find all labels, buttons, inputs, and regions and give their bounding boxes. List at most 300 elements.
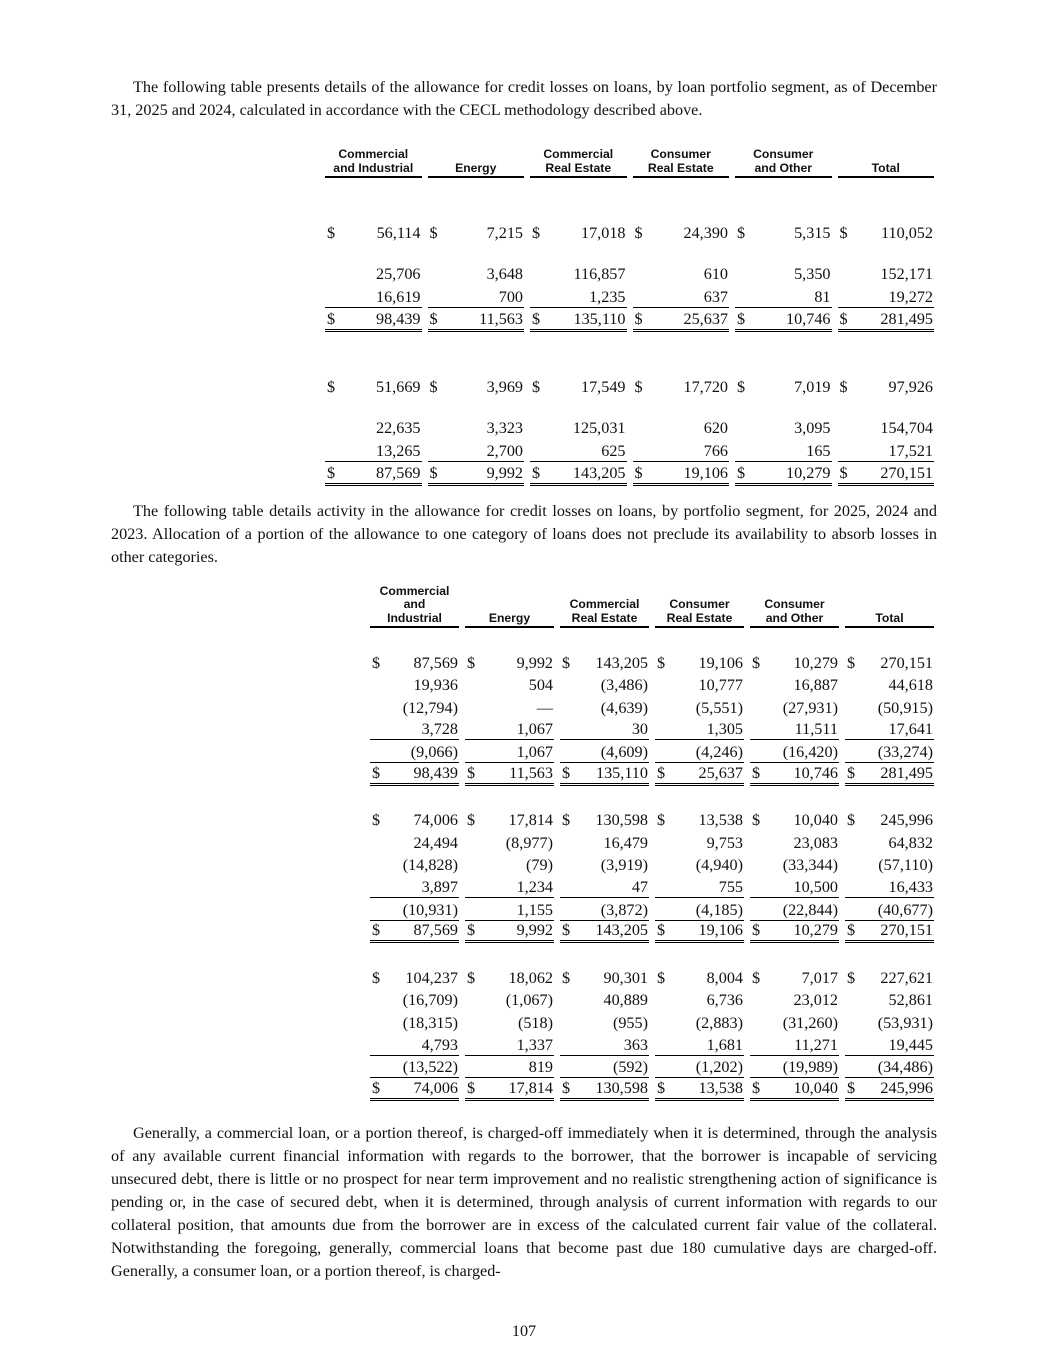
value-wrap [655, 676, 744, 695]
value-wrap [530, 464, 627, 486]
value-cell [527, 308, 630, 332]
value-cell [732, 462, 835, 486]
value-cell [425, 462, 528, 486]
value-wrap [370, 969, 459, 988]
currency-symbol: $ [847, 921, 856, 940]
value-wrap [655, 901, 744, 921]
table-row [111, 718, 937, 741]
row-label [111, 988, 367, 1011]
value-cell [747, 965, 842, 988]
value-wrap [735, 288, 832, 308]
value-cell [527, 438, 630, 462]
currency-symbol [847, 743, 855, 762]
value-cell [367, 1010, 462, 1033]
row-label [111, 763, 367, 786]
value-cell [367, 1033, 462, 1056]
value-cell [652, 875, 747, 898]
row-label [111, 1078, 367, 1101]
amount: (19,989) [782, 1058, 838, 1077]
amount: 87,569 [413, 653, 458, 672]
value-wrap [370, 654, 459, 673]
value-cell [652, 650, 747, 673]
amount: 98,439 [375, 310, 421, 328]
value-wrap [633, 288, 730, 308]
amount: 152,171 [880, 265, 933, 283]
amount: 90,301 [603, 968, 648, 987]
amount: 5,315 [794, 224, 831, 242]
currency-symbol [430, 442, 438, 461]
amount: 47 [631, 877, 648, 896]
column-header-label: Energy [428, 162, 525, 179]
value-cell [425, 202, 528, 243]
empty-cell [630, 332, 733, 356]
currency-symbol [657, 878, 665, 897]
table-row [111, 1078, 937, 1101]
currency-symbol [657, 856, 665, 875]
page-number: 107 [511, 1322, 537, 1340]
value-cell [652, 808, 747, 831]
table-row [111, 284, 937, 308]
value-cell [732, 243, 835, 284]
amount: (9,066) [410, 742, 458, 761]
value-cell [557, 718, 652, 741]
value-wrap [325, 419, 422, 438]
amount: (16,709) [402, 991, 458, 1010]
amount: 19,106 [698, 653, 743, 672]
currency-symbol: $ [839, 378, 848, 396]
value-wrap [655, 969, 744, 988]
currency-symbol [562, 991, 570, 1010]
value-wrap [370, 1058, 459, 1078]
currency-symbol [657, 743, 665, 762]
value-cell [842, 1056, 937, 1079]
currency-symbol [562, 676, 570, 695]
value-cell [747, 740, 842, 763]
value-wrap [655, 743, 744, 763]
currency-symbol: $ [372, 763, 381, 782]
value-cell [835, 284, 938, 308]
amount: 56,114 [376, 224, 421, 242]
empty-cell [835, 332, 938, 356]
amount: 1,305 [706, 720, 743, 739]
value-wrap [633, 310, 730, 332]
column-header-label: Commercial and Industrial [370, 585, 459, 629]
currency-symbol [467, 1014, 475, 1033]
amount: 64,832 [888, 833, 933, 852]
amount: (22,844) [782, 900, 838, 919]
value-cell [557, 1078, 652, 1101]
value-cell [462, 718, 557, 741]
value-wrap [750, 720, 839, 740]
value-cell [462, 695, 557, 718]
value-cell [462, 740, 557, 763]
currency-symbol [532, 419, 540, 438]
value-wrap [428, 265, 525, 284]
value-wrap [655, 764, 744, 786]
value-cell [367, 740, 462, 763]
currency-symbol [467, 743, 475, 762]
value-wrap [465, 834, 554, 853]
amount: 19,445 [888, 1035, 933, 1054]
row-label [111, 1033, 367, 1056]
value-cell [557, 1056, 652, 1079]
amount: (3,872) [600, 900, 648, 919]
amount: 19,106 [683, 464, 728, 482]
column-header [652, 582, 747, 628]
value-wrap [370, 878, 459, 898]
currency-symbol: $ [737, 464, 746, 482]
row-label [111, 808, 367, 831]
value-cell [322, 308, 425, 332]
currency-symbol [635, 419, 643, 438]
currency-symbol [752, 1058, 760, 1077]
value-cell [527, 397, 630, 438]
currency-symbol: $ [752, 1078, 761, 1097]
value-cell [527, 243, 630, 284]
value-wrap [428, 288, 525, 308]
amount: 281,495 [880, 310, 933, 328]
table-row [111, 650, 937, 673]
value-wrap [530, 310, 627, 332]
currency-symbol [847, 856, 855, 875]
row-label [111, 1056, 367, 1079]
amount: (18,315) [402, 1013, 458, 1032]
currency-symbol [737, 288, 745, 307]
column-header [732, 132, 835, 178]
value-wrap [750, 743, 839, 763]
row-label [111, 284, 322, 308]
row-label [111, 740, 367, 763]
amount: 270,151 [880, 464, 933, 482]
row-label [111, 308, 322, 332]
value-wrap [655, 654, 744, 673]
table-row [111, 808, 937, 831]
value-wrap [633, 464, 730, 486]
amount: 10,777 [698, 676, 743, 695]
value-wrap [735, 442, 832, 462]
amount: 11,563 [479, 310, 523, 328]
value-wrap [428, 378, 525, 397]
currency-symbol: $ [847, 1078, 856, 1097]
value-wrap [370, 991, 459, 1010]
currency-symbol: $ [752, 811, 761, 830]
amount: 125,031 [572, 419, 626, 437]
amount: (4,639) [600, 698, 648, 717]
value-cell [557, 898, 652, 921]
currency-symbol [847, 1036, 855, 1055]
value-cell [527, 284, 630, 308]
value-wrap [370, 1079, 459, 1101]
value-cell [732, 308, 835, 332]
empty-cell [842, 628, 937, 650]
amount: (53,931) [877, 1013, 933, 1032]
value-cell [835, 243, 938, 284]
value-wrap [530, 442, 627, 462]
amount: 13,538 [698, 811, 743, 830]
value-cell [630, 438, 733, 462]
currency-symbol: $ [532, 224, 541, 242]
row-label [111, 356, 322, 397]
currency-symbol: $ [467, 968, 476, 987]
value-wrap [655, 1079, 744, 1101]
amount: (12,794) [402, 698, 458, 717]
value-cell [747, 898, 842, 921]
column-header-label: Energy [465, 612, 554, 629]
amount: 10,746 [793, 763, 838, 782]
currency-symbol [467, 676, 475, 695]
value-cell [747, 830, 842, 853]
value-wrap [750, 811, 839, 830]
empty-cell [747, 628, 842, 650]
value-wrap [428, 442, 525, 462]
row-label [111, 1010, 367, 1033]
row-label [111, 673, 367, 696]
amount: (4,185) [695, 900, 743, 919]
value-cell [842, 808, 937, 831]
column-header-label: Consumer Real Estate [633, 148, 730, 178]
value-cell [367, 921, 462, 944]
value-wrap [845, 1058, 934, 1078]
value-wrap [465, 856, 554, 875]
table-row [111, 740, 937, 763]
value-cell [462, 830, 557, 853]
currency-symbol [657, 720, 665, 739]
value-wrap [750, 764, 839, 786]
currency-symbol: $ [737, 310, 746, 328]
currency-symbol [737, 442, 745, 461]
amount: 3,969 [486, 378, 523, 396]
amount: (34,486) [877, 1058, 933, 1077]
currency-symbol [562, 720, 570, 739]
value-wrap [465, 764, 554, 786]
amount: 17,720 [683, 378, 728, 396]
column-header [557, 582, 652, 628]
currency-symbol: $ [467, 763, 476, 782]
currency-symbol [752, 743, 760, 762]
amount: 9,992 [516, 653, 553, 672]
currency-symbol [847, 699, 855, 718]
section-header-row [111, 786, 937, 808]
currency-symbol: $ [752, 968, 761, 987]
column-header [630, 132, 733, 178]
value-wrap [750, 1014, 839, 1033]
empty-cell [527, 178, 630, 202]
value-wrap [370, 834, 459, 853]
amount: 766 [703, 442, 728, 460]
row-label [111, 965, 367, 988]
amount: (27,931) [782, 698, 838, 717]
currency-symbol [372, 856, 380, 875]
value-cell [367, 875, 462, 898]
amount: 8,004 [706, 968, 743, 987]
currency-symbol: $ [839, 464, 848, 482]
value-cell [322, 243, 425, 284]
row-label [111, 853, 367, 876]
currency-symbol: $ [737, 378, 746, 396]
value-cell [732, 397, 835, 438]
amount: 17,641 [888, 720, 933, 739]
currency-symbol [562, 856, 570, 875]
currency-symbol [372, 1058, 380, 1077]
value-cell [747, 1056, 842, 1079]
column-header [747, 582, 842, 628]
amount: 9,753 [706, 833, 743, 852]
value-wrap [560, 856, 649, 875]
value-wrap [735, 265, 832, 284]
value-cell [462, 673, 557, 696]
value-wrap [655, 878, 744, 898]
currency-symbol [657, 1036, 665, 1055]
value-wrap [633, 442, 730, 462]
amount: (5,551) [695, 698, 743, 717]
currency-symbol [657, 1014, 665, 1033]
amount: (14,828) [402, 856, 458, 875]
empty-cell [527, 332, 630, 356]
currency-symbol: $ [752, 763, 761, 782]
value-wrap [465, 1058, 554, 1078]
row-label [111, 695, 367, 718]
table-row [111, 202, 937, 243]
amount: 245,996 [880, 1078, 933, 1097]
amount: 819 [528, 1058, 553, 1077]
section-title [111, 332, 322, 356]
value-wrap [530, 378, 627, 397]
amount: 3,095 [794, 419, 831, 437]
value-cell [652, 718, 747, 741]
currency-symbol: $ [847, 763, 856, 782]
empty-cell [557, 628, 652, 650]
value-cell [835, 356, 938, 397]
value-cell [732, 202, 835, 243]
value-cell [425, 356, 528, 397]
currency-symbol: $ [327, 310, 336, 328]
currency-symbol [467, 720, 475, 739]
amount: (79) [526, 856, 553, 875]
amount: 87,569 [375, 464, 421, 482]
value-wrap [370, 676, 459, 695]
amount: 700 [498, 288, 523, 306]
empty-cell [557, 943, 652, 965]
amount: 87,569 [413, 921, 458, 940]
value-wrap [465, 720, 554, 740]
value-wrap [838, 288, 935, 308]
currency-symbol: $ [657, 921, 666, 940]
currency-symbol: $ [562, 921, 571, 940]
amount: 143,205 [572, 464, 626, 482]
value-cell [462, 1010, 557, 1033]
value-wrap [530, 288, 627, 308]
amount: 620 [703, 419, 728, 437]
empty-cell [367, 943, 462, 965]
amount: 22,635 [375, 419, 421, 437]
currency-symbol: $ [847, 811, 856, 830]
amount: 11,271 [794, 1035, 838, 1054]
value-wrap [655, 1058, 744, 1078]
empty-cell [652, 786, 747, 808]
currency-symbol: $ [847, 653, 856, 672]
value-cell [367, 808, 462, 831]
value-wrap [465, 921, 554, 943]
row-label [111, 830, 367, 853]
value-wrap [750, 856, 839, 875]
currency-symbol [847, 1058, 855, 1077]
currency-symbol [372, 743, 380, 762]
currency-symbol [752, 676, 760, 695]
value-wrap [633, 419, 730, 438]
empty-cell [462, 628, 557, 650]
currency-symbol [752, 878, 760, 897]
amount: 10,279 [793, 921, 838, 940]
intro-paragraph-1-text: The following table presents details of the allowance for credit losses on loans, by loan portfolio segment, as of December 31, 2025 and 2024, calculated in accordance with the CECL methodology described above. [111, 78, 937, 119]
value-cell [747, 718, 842, 741]
value-wrap [560, 1014, 649, 1033]
currency-symbol: $ [429, 464, 438, 482]
table-row [111, 853, 937, 876]
currency-symbol [467, 1036, 475, 1055]
empty-cell [462, 943, 557, 965]
amount: 13,538 [698, 1078, 743, 1097]
currency-symbol: $ [467, 653, 476, 672]
currency-symbol [327, 442, 335, 461]
value-wrap [325, 224, 422, 243]
currency-symbol [635, 442, 643, 461]
value-wrap [560, 834, 649, 853]
value-wrap [370, 901, 459, 921]
column-header [527, 132, 630, 178]
amount: 74,006 [413, 811, 458, 830]
empty-cell [652, 628, 747, 650]
value-cell [462, 988, 557, 1011]
value-wrap [750, 1036, 839, 1056]
value-wrap [560, 901, 649, 921]
value-wrap [465, 811, 554, 830]
value-wrap [655, 991, 744, 1010]
value-wrap [750, 921, 839, 943]
section-title [111, 628, 367, 650]
value-wrap [838, 265, 935, 284]
amount: 19,936 [413, 676, 458, 695]
value-cell [557, 965, 652, 988]
currency-symbol [467, 1058, 475, 1077]
value-cell [462, 1033, 557, 1056]
amount: 227,621 [880, 968, 933, 987]
value-wrap [845, 699, 934, 718]
table-row [111, 308, 937, 332]
amount: 17,814 [508, 1078, 553, 1097]
value-cell [842, 1033, 937, 1056]
amount: 5,350 [794, 265, 831, 283]
value-wrap [845, 1014, 934, 1033]
value-cell [747, 650, 842, 673]
amount: — [536, 698, 553, 717]
value-cell [630, 462, 733, 486]
value-wrap [845, 901, 934, 921]
column-header-label: Consumer Real Estate [655, 598, 744, 628]
currency-symbol [467, 699, 475, 718]
body-paragraph [111, 1122, 937, 1283]
empty-cell [367, 786, 462, 808]
currency-symbol [562, 901, 570, 920]
currency-symbol [372, 991, 380, 1010]
currency-symbol: $ [372, 653, 381, 672]
amount: 7,215 [486, 224, 523, 242]
amount: 30 [631, 720, 648, 739]
value-cell [367, 965, 462, 988]
currency-symbol [635, 288, 643, 307]
value-cell [842, 853, 937, 876]
value-wrap [560, 699, 649, 718]
value-cell [747, 875, 842, 898]
